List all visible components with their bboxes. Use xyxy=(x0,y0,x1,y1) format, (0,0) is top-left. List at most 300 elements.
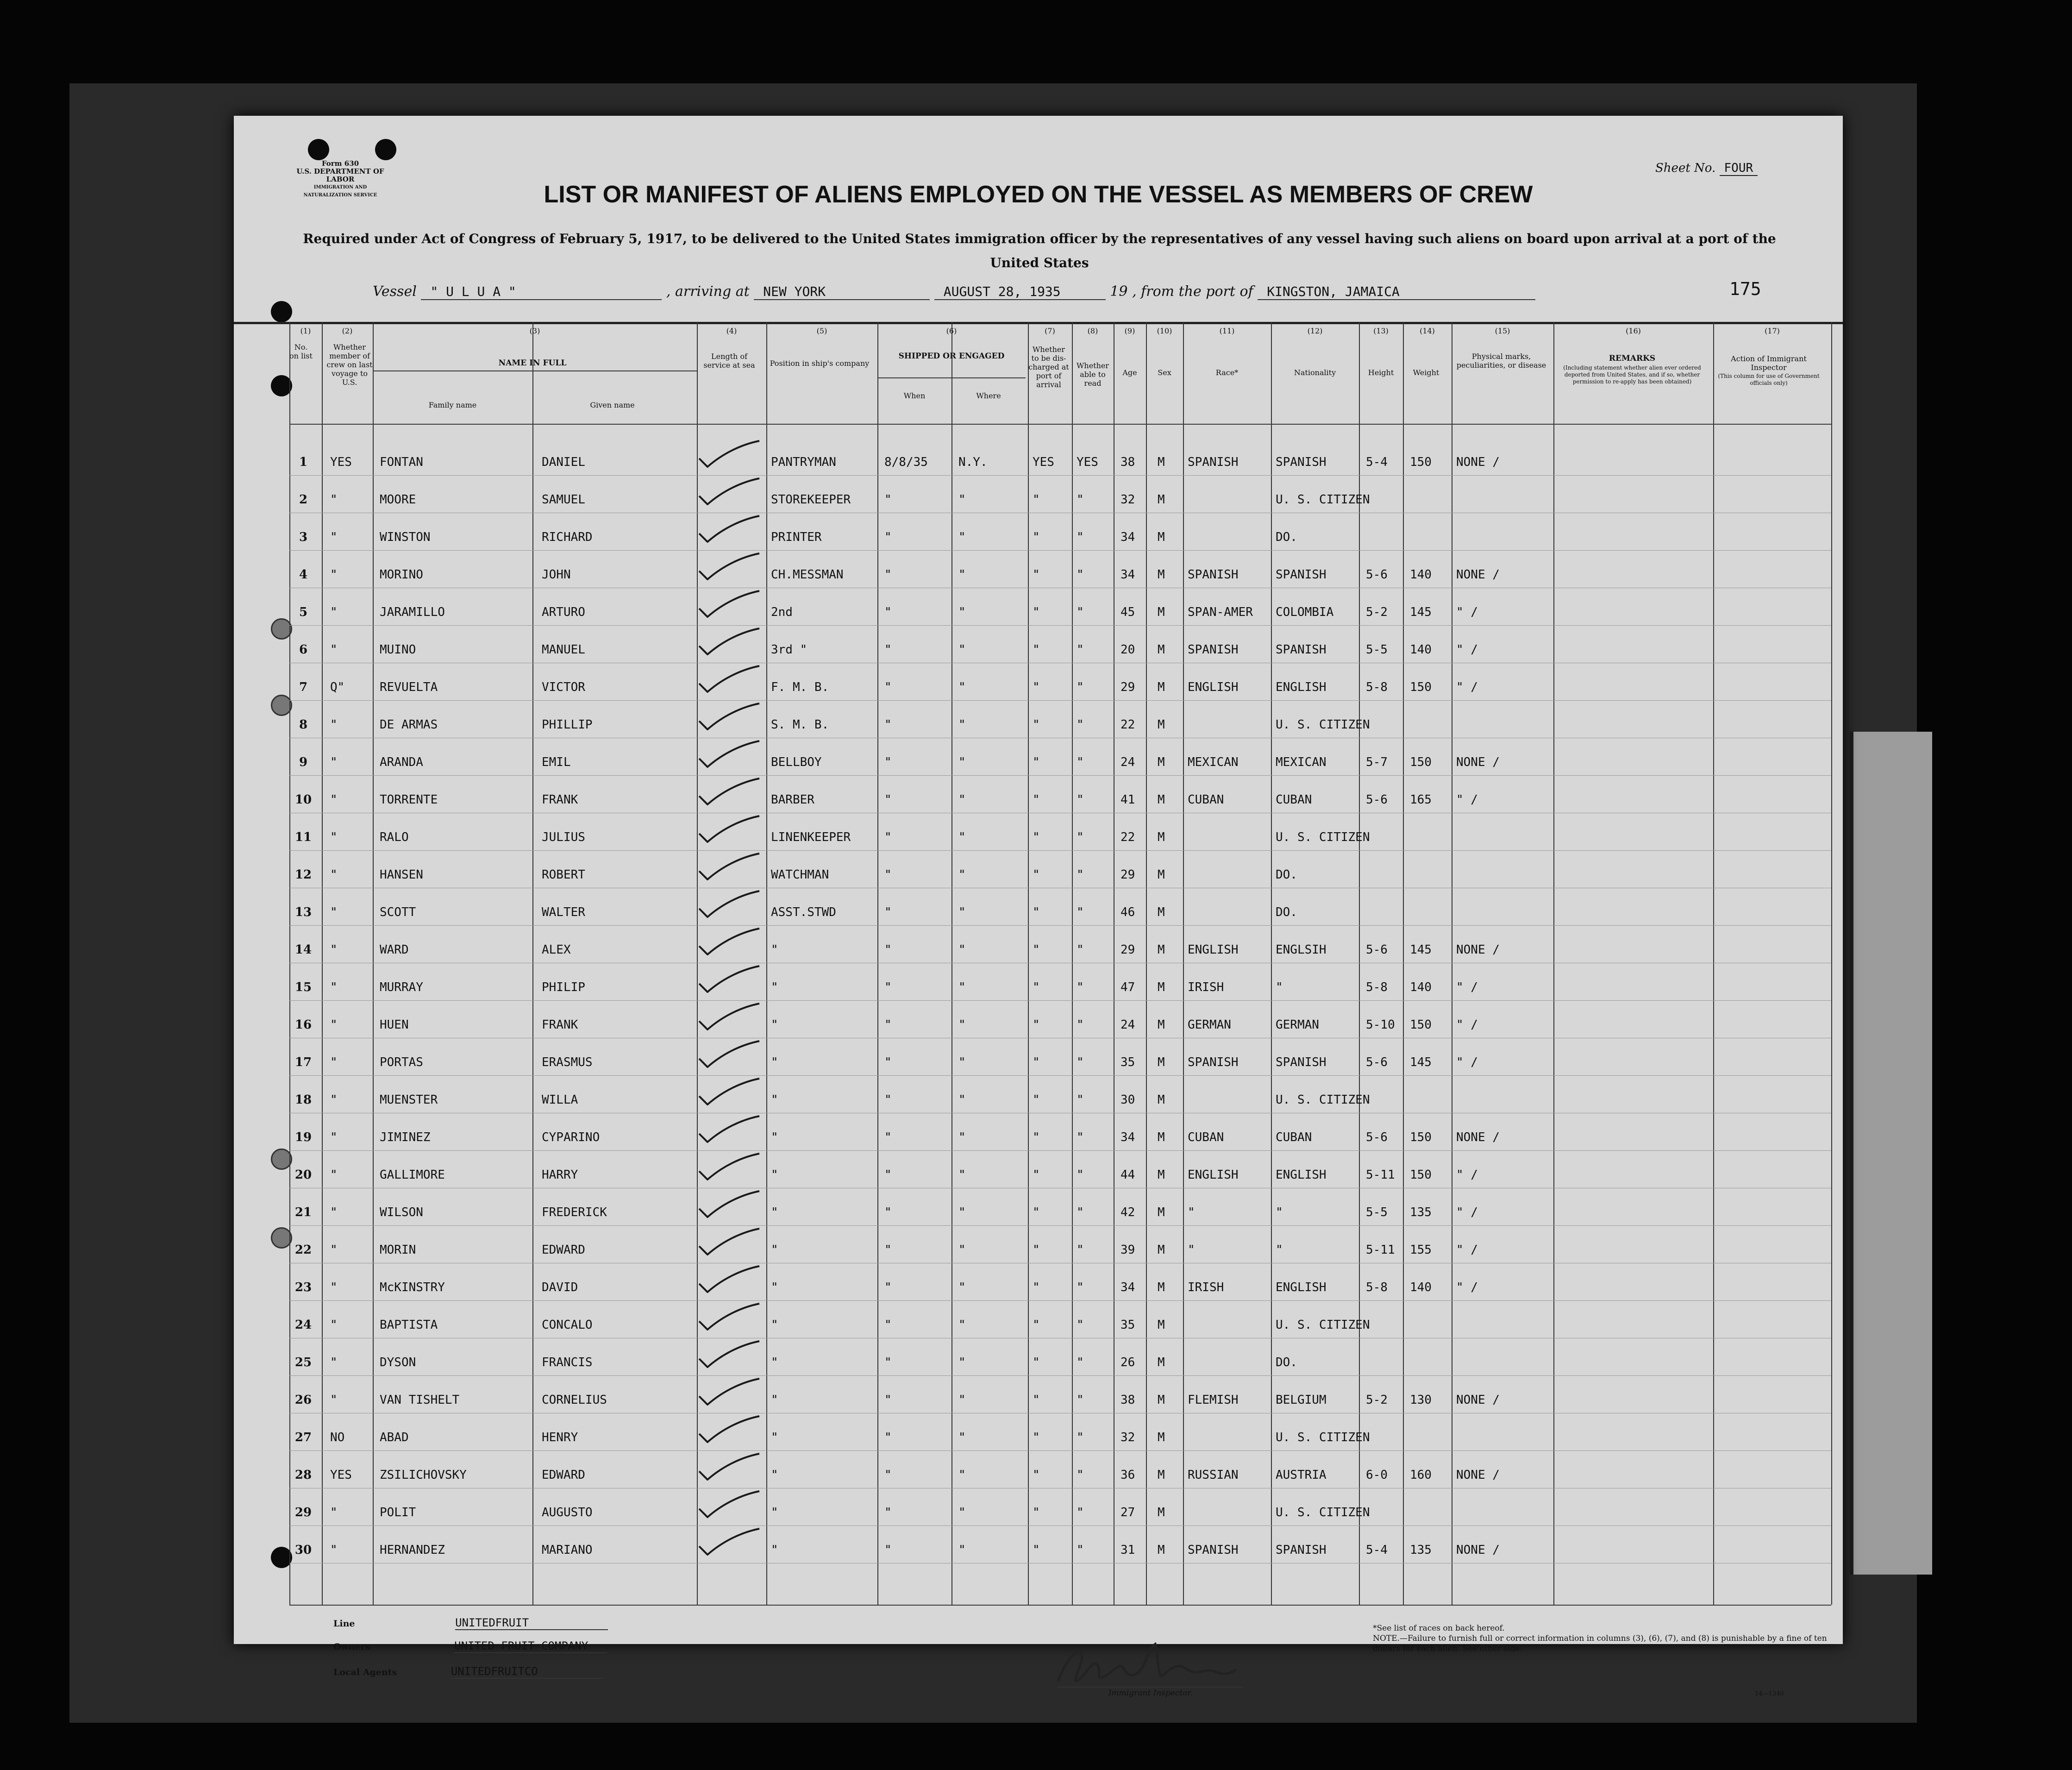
cell-age: 45 xyxy=(1121,605,1135,619)
departure-port: KINGSTON, JAMAICA xyxy=(1258,284,1535,300)
cell-prior: Q" xyxy=(330,680,345,694)
cell-nat: ENGLISH xyxy=(1276,680,1327,694)
cell-sex: M xyxy=(1158,455,1165,469)
cell-position: " xyxy=(771,980,778,994)
cell-when: " xyxy=(884,1393,892,1407)
vessel-line xyxy=(373,283,1762,300)
cell-where: " xyxy=(958,868,966,882)
cell-marks: NONE / xyxy=(1456,1130,1500,1144)
cell-race: RUSSIAN xyxy=(1188,1468,1239,1482)
cell-sex: M xyxy=(1158,1243,1165,1257)
cell-family: MORIN xyxy=(380,1243,416,1257)
cell-when: " xyxy=(884,1468,892,1482)
cell-given: VICTOR xyxy=(542,680,585,694)
cell-no: 4 xyxy=(299,568,308,582)
check-mark xyxy=(695,1303,764,1331)
cell-nat: CUBAN xyxy=(1276,1130,1312,1144)
cell-sex: M xyxy=(1158,830,1165,844)
cell-given: CYPARINO xyxy=(542,1130,600,1144)
cell-age: 29 xyxy=(1121,943,1135,957)
cell-where: " xyxy=(958,1393,966,1407)
cell-disch: " xyxy=(1033,1506,1040,1519)
cell-position: " xyxy=(771,1393,778,1407)
column-rule xyxy=(697,322,698,1605)
cell-sex: M xyxy=(1158,1393,1165,1407)
cell-where: " xyxy=(958,643,966,657)
cell-family: JIMINEZ xyxy=(380,1130,431,1144)
cell-where: " xyxy=(958,755,966,769)
header-sex: Sex xyxy=(1158,368,1171,377)
arriving-label: , arriving at xyxy=(666,283,750,300)
cell-read: " xyxy=(1077,568,1084,582)
cell-disch: " xyxy=(1033,793,1040,807)
cell-race: IRISH xyxy=(1188,1280,1224,1294)
cell-position: " xyxy=(771,1543,778,1557)
cell-given: JOHN xyxy=(542,568,571,582)
cell-where: " xyxy=(958,1205,966,1219)
cell-sex: M xyxy=(1158,1018,1165,1032)
cell-position: 3rd " xyxy=(771,643,808,657)
sheet-number-label: Sheet No. xyxy=(1655,161,1716,175)
cell-when: " xyxy=(884,1318,892,1332)
cell-race: IRISH xyxy=(1188,980,1224,994)
check-mark xyxy=(695,890,764,918)
manifest-sheet xyxy=(234,116,1843,1698)
cell-weight: 140 xyxy=(1410,980,1432,994)
punch-hole xyxy=(271,301,292,322)
check-mark xyxy=(695,1528,764,1556)
cell-sex: M xyxy=(1158,1356,1165,1369)
department-name: U.S. DEPARTMENT OF LABOR xyxy=(296,167,384,183)
cell-prior: " xyxy=(330,1243,338,1257)
cell-no: 13 xyxy=(294,905,312,919)
header-discharged: Whether to be dis-charged at port of arrival xyxy=(1028,345,1069,389)
cell-nat: SPANISH xyxy=(1276,1543,1327,1557)
cell-age: 27 xyxy=(1121,1506,1135,1519)
page-subtitle: Required under Act of Congress of February 5, 1917, to be delivered to the United States immigration officer by the representatives of any vessel having such aliens on board upon arrival at a port of the United States xyxy=(303,231,1776,270)
cell-marks: " / xyxy=(1456,1055,1478,1069)
cell-age: 44 xyxy=(1121,1168,1135,1182)
form-number: Form 630 xyxy=(321,159,359,168)
cell-read: " xyxy=(1077,1280,1084,1294)
cell-prior: " xyxy=(330,1356,338,1369)
cell-race: GERMAN xyxy=(1188,1018,1231,1032)
cell-when: " xyxy=(884,1243,892,1257)
row-rule xyxy=(289,1300,1831,1301)
cell-race: " xyxy=(1188,1205,1195,1219)
cell-when: " xyxy=(884,605,892,619)
row-rule xyxy=(289,1450,1831,1451)
cell-sex: M xyxy=(1158,1280,1165,1294)
cell-when: " xyxy=(884,1506,892,1519)
cell-nat: " xyxy=(1276,1205,1283,1219)
cell-read: " xyxy=(1077,1205,1084,1219)
cell-nat: U. S. CITIZEN xyxy=(1276,830,1370,844)
cell-sex: M xyxy=(1158,1130,1165,1144)
cell-where: " xyxy=(958,1318,966,1332)
cell-prior: " xyxy=(330,568,338,582)
cell-sex: M xyxy=(1158,643,1165,657)
cell-family: JARAMILLO xyxy=(380,605,445,619)
cell-weight: 145 xyxy=(1410,943,1432,957)
line-label: Line xyxy=(333,1619,355,1629)
line-value: UNITEDFRUIT xyxy=(455,1616,608,1630)
cell-where: " xyxy=(958,1130,966,1144)
check-mark xyxy=(695,628,764,655)
footer-line xyxy=(333,1616,608,1630)
cell-position: " xyxy=(771,1356,778,1369)
cell-height: 5-2 xyxy=(1366,605,1388,619)
cell-marks: " / xyxy=(1456,1018,1478,1032)
cell-disch: " xyxy=(1033,1205,1040,1219)
vessel-name: " U L U A " xyxy=(421,284,662,300)
cell-age: 42 xyxy=(1121,1205,1135,1219)
cell-no: 19 xyxy=(294,1130,312,1144)
cell-where: " xyxy=(958,1280,966,1294)
cell-family: ARANDA xyxy=(380,755,423,769)
cell-weight: 140 xyxy=(1410,1280,1432,1294)
cell-family: REVUELTA xyxy=(380,680,438,694)
cell-race: ENGLISH xyxy=(1188,680,1239,694)
cell-when: " xyxy=(884,1205,892,1219)
header-marks: Physical marks, peculiarities, or disease xyxy=(1456,352,1546,370)
footer-agents xyxy=(333,1665,604,1679)
column-rule xyxy=(1359,322,1360,1605)
row-rule xyxy=(289,925,1831,926)
column-rule xyxy=(532,322,533,1605)
cell-age: 35 xyxy=(1121,1318,1135,1332)
crew-table xyxy=(289,322,1831,1605)
column-number: (5) xyxy=(816,326,827,335)
cell-family: TORRENTE xyxy=(380,793,438,807)
cell-position: " xyxy=(771,1318,778,1332)
cell-no: 5 xyxy=(299,605,308,619)
row-rule xyxy=(289,1525,1831,1526)
cell-nat: ENGLSIH xyxy=(1276,943,1327,957)
cell-disch: " xyxy=(1033,605,1040,619)
cell-marks: NONE / xyxy=(1456,1468,1500,1482)
header-action-sub: (This column for use of Government officials only) xyxy=(1718,373,1820,386)
cell-position: " xyxy=(771,943,778,957)
column-number: (13) xyxy=(1373,326,1389,335)
cell-disch: " xyxy=(1033,943,1040,957)
page-title: LIST OR MANIFEST OF ALIENS EMPLOYED ON THE VESSEL AS MEMBERS OF CREW xyxy=(544,181,1533,208)
cell-weight: 150 xyxy=(1410,455,1432,469)
cell-prior: " xyxy=(330,830,338,844)
cell-no: 6 xyxy=(299,643,308,657)
cell-sex: M xyxy=(1158,1543,1165,1557)
column-number: (10) xyxy=(1157,326,1172,335)
cell-where: " xyxy=(958,1431,966,1444)
cell-read: " xyxy=(1077,530,1084,544)
cell-given: FREDERICK xyxy=(542,1205,607,1219)
cell-prior: " xyxy=(330,1018,338,1032)
arrival-port: NEW YORK xyxy=(754,284,930,300)
header-race: Race* xyxy=(1215,368,1239,377)
cell-prior: " xyxy=(330,530,338,544)
cell-family: POLIT xyxy=(380,1506,416,1519)
vessel-label: Vessel xyxy=(373,283,417,300)
cell-position: CH.MESSMAN xyxy=(771,568,844,582)
cell-age: 24 xyxy=(1121,755,1135,769)
subheader-rule xyxy=(373,370,697,371)
cell-read: " xyxy=(1077,755,1084,769)
cell-when: " xyxy=(884,530,892,544)
cell-where: " xyxy=(958,980,966,994)
cell-prior: YES xyxy=(330,455,352,469)
cell-nat: DO. xyxy=(1276,530,1297,544)
column-rule xyxy=(877,322,878,1605)
header-where: Where xyxy=(976,391,1001,400)
cell-given: PHILLIP xyxy=(542,718,593,732)
cell-where: " xyxy=(958,568,966,582)
cell-height: 5-10 xyxy=(1366,1018,1395,1032)
cell-weight: 155 xyxy=(1410,1243,1432,1257)
header-length-service: Length of service at sea xyxy=(703,352,755,370)
check-mark xyxy=(695,477,764,505)
cell-given: FRANCIS xyxy=(542,1356,593,1369)
column-rule xyxy=(322,322,323,1605)
cell-when: " xyxy=(884,1018,892,1032)
cell-age: 34 xyxy=(1121,1130,1135,1144)
row-rule xyxy=(289,1000,1831,1001)
cell-no: 23 xyxy=(294,1280,312,1294)
check-mark xyxy=(695,1265,764,1293)
cell-disch: " xyxy=(1033,1431,1040,1444)
row-rule xyxy=(289,475,1831,476)
cell-when: " xyxy=(884,568,892,582)
cell-given: FRANK xyxy=(542,793,578,807)
cell-family: MUENSTER xyxy=(380,1093,438,1107)
cell-no: 24 xyxy=(294,1318,312,1332)
cell-family: HUEN xyxy=(380,1018,409,1032)
cell-read: " xyxy=(1077,1318,1084,1332)
cell-marks: NONE / xyxy=(1456,1393,1500,1407)
cell-prior: " xyxy=(330,980,338,994)
cell-where: " xyxy=(958,1356,966,1369)
column-number: (12) xyxy=(1307,326,1323,335)
cell-height: 5-11 xyxy=(1366,1168,1395,1182)
cell-disch: YES xyxy=(1033,455,1054,469)
cell-height: 5-7 xyxy=(1366,755,1388,769)
cell-age: 24 xyxy=(1121,1018,1135,1032)
cell-where: " xyxy=(958,1168,966,1182)
cell-prior: " xyxy=(330,905,338,919)
cell-prior: " xyxy=(330,943,338,957)
cell-age: 36 xyxy=(1121,1468,1135,1482)
cell-no: 10 xyxy=(294,793,312,807)
cell-when: " xyxy=(884,905,892,919)
cell-family: WARD xyxy=(380,943,409,957)
check-mark xyxy=(695,703,764,730)
cell-when: " xyxy=(884,1055,892,1069)
cell-disch: " xyxy=(1033,1243,1040,1257)
cell-age: 38 xyxy=(1121,455,1135,469)
cell-no: 26 xyxy=(294,1393,312,1407)
column-rule xyxy=(1713,322,1714,1605)
cell-no: 16 xyxy=(294,1018,312,1032)
cell-position: " xyxy=(771,1280,778,1294)
adjacent-page-strip xyxy=(1850,732,1932,1575)
cell-weight: 150 xyxy=(1410,1018,1432,1032)
cell-given: WILLA xyxy=(542,1093,578,1107)
cell-height: 5-6 xyxy=(1366,1055,1388,1069)
cell-height: 6-0 xyxy=(1366,1468,1388,1482)
cell-no: 18 xyxy=(294,1093,312,1107)
cell-family: SCOTT xyxy=(380,905,416,919)
cell-where: " xyxy=(958,1243,966,1257)
cell-nat: COLOMBIA xyxy=(1276,605,1334,619)
cell-sex: M xyxy=(1158,943,1165,957)
cell-disch: " xyxy=(1033,568,1040,582)
cell-marks: " / xyxy=(1456,980,1478,994)
header-action: Action of Immigrant Inspector xyxy=(1731,354,1807,372)
column-number: (4) xyxy=(726,326,737,335)
cell-read: " xyxy=(1077,643,1084,657)
cell-position: PRINTER xyxy=(771,530,822,544)
column-rule xyxy=(951,322,952,1605)
punch-hole xyxy=(375,139,396,160)
column-rule xyxy=(1271,322,1272,1605)
cell-position: BELLBOY xyxy=(771,755,822,769)
cell-sex: M xyxy=(1158,755,1165,769)
cell-age: 46 xyxy=(1121,905,1135,919)
table-top-rule xyxy=(234,322,1843,324)
cell-read: " xyxy=(1077,1356,1084,1369)
cell-race: FLEMISH xyxy=(1188,1393,1239,1407)
column-number: (3) xyxy=(529,326,540,335)
cell-prior: " xyxy=(330,793,338,807)
cell-race: SPANISH xyxy=(1188,1543,1239,1557)
cell-given: ALEX xyxy=(542,943,571,957)
cell-disch: " xyxy=(1033,905,1040,919)
footer-note xyxy=(1373,1623,1836,1654)
cell-when: " xyxy=(884,1356,892,1369)
cell-prior: " xyxy=(330,1280,338,1294)
cell-position: BARBER xyxy=(771,793,814,807)
header-remarks: REMARKS xyxy=(1609,354,1656,363)
cell-race: SPANISH xyxy=(1188,1055,1239,1069)
cell-position: S. M. B. xyxy=(771,718,829,732)
cell-height: 5-8 xyxy=(1366,680,1388,694)
cell-prior: " xyxy=(330,868,338,882)
cell-prior: " xyxy=(330,1093,338,1107)
header-position: Position in ship's company xyxy=(770,359,870,368)
page-stamp: 175 xyxy=(1729,279,1761,299)
from-label: , from the port of xyxy=(1132,283,1253,300)
service-name: IMMIGRATION AND NATURALIZATION SERVICE xyxy=(303,185,377,198)
cell-when: " xyxy=(884,680,892,694)
cell-given: EDWARD xyxy=(542,1243,585,1257)
row-rule xyxy=(289,1075,1831,1076)
cell-nat: " xyxy=(1276,1243,1283,1257)
cell-race: SPAN-AMER xyxy=(1188,605,1253,619)
check-mark xyxy=(695,1040,764,1068)
cell-position: STOREKEEPER xyxy=(771,493,851,507)
cell-disch: " xyxy=(1033,980,1040,994)
column-number: (16) xyxy=(1626,326,1641,335)
cell-when: " xyxy=(884,1543,892,1557)
header-no: No. on list xyxy=(289,343,313,360)
cell-family: WILSON xyxy=(380,1205,423,1219)
cell-nat: DO. xyxy=(1276,868,1297,882)
cell-height: 5-11 xyxy=(1366,1243,1395,1257)
cell-sex: M xyxy=(1158,793,1165,807)
cell-read: " xyxy=(1077,1431,1084,1444)
cell-disch: " xyxy=(1033,1055,1040,1069)
cell-when: " xyxy=(884,493,892,507)
cell-nat: DO. xyxy=(1276,905,1297,919)
cell-nat: U. S. CITIZEN xyxy=(1276,493,1370,507)
cell-position: " xyxy=(771,1506,778,1519)
cell-age: 22 xyxy=(1121,718,1135,732)
cell-nat: SPANISH xyxy=(1276,643,1327,657)
cell-family: MOORE xyxy=(380,493,416,507)
cell-read: " xyxy=(1077,1168,1084,1182)
check-mark xyxy=(695,965,764,993)
check-mark xyxy=(695,1003,764,1030)
header-shipped: SHIPPED OR ENGAGED xyxy=(898,351,1005,361)
header-given-name: Given name xyxy=(590,401,635,409)
cell-weight: 150 xyxy=(1410,755,1432,769)
row-rule xyxy=(289,625,1831,626)
cell-where: " xyxy=(958,1018,966,1032)
check-mark xyxy=(695,1453,764,1481)
cell-weight: 135 xyxy=(1410,1205,1432,1219)
cell-read: " xyxy=(1077,493,1084,507)
cell-no: 1 xyxy=(299,455,308,469)
cell-prior: " xyxy=(330,1393,338,1407)
cell-sex: M xyxy=(1158,868,1165,882)
cell-nat: U. S. CITIZEN xyxy=(1276,1093,1370,1107)
cell-marks: " / xyxy=(1456,793,1478,807)
cell-no: 9 xyxy=(299,755,308,769)
cell-marks: " / xyxy=(1456,605,1478,619)
check-mark xyxy=(695,590,764,618)
cell-read: " xyxy=(1077,1055,1084,1069)
cell-read: " xyxy=(1077,1468,1084,1482)
header-weight: Weight xyxy=(1413,368,1440,377)
cell-sex: M xyxy=(1158,680,1165,694)
cell-sex: M xyxy=(1158,1205,1165,1219)
cell-nat: SPANISH xyxy=(1276,1055,1327,1069)
column-rule xyxy=(1028,322,1029,1605)
cell-given: MARIANO xyxy=(542,1543,593,1557)
cell-height: 5-6 xyxy=(1366,1130,1388,1144)
cell-given: HARRY xyxy=(542,1168,578,1182)
cell-height: 5-5 xyxy=(1366,1205,1388,1219)
cell-no: 12 xyxy=(294,868,312,882)
cell-no: 30 xyxy=(294,1543,312,1557)
check-mark xyxy=(695,740,764,768)
cell-nat: SPANISH xyxy=(1276,568,1327,582)
cell-weight: 160 xyxy=(1410,1468,1432,1482)
footer-owners xyxy=(333,1639,607,1653)
cell-family: VAN TISHELT xyxy=(380,1393,460,1407)
header-family-name: Family name xyxy=(428,401,477,409)
inspector-signature xyxy=(1049,1630,1243,1690)
check-mark xyxy=(695,1190,764,1218)
cell-position: " xyxy=(771,1168,778,1182)
header-remarks-sub: (Including statement whether alien ever ordered deported from United States, and if so, whether permission to re-apply has been obtained) xyxy=(1563,364,1701,385)
cell-when: " xyxy=(884,980,892,994)
cell-family: WINSTON xyxy=(380,530,431,544)
cell-when: " xyxy=(884,1431,892,1444)
cell-race: CUBAN xyxy=(1188,793,1224,807)
cell-nat: DO. xyxy=(1276,1356,1297,1369)
cell-given: CONCALO xyxy=(542,1318,593,1332)
column-number: (8) xyxy=(1087,326,1098,335)
